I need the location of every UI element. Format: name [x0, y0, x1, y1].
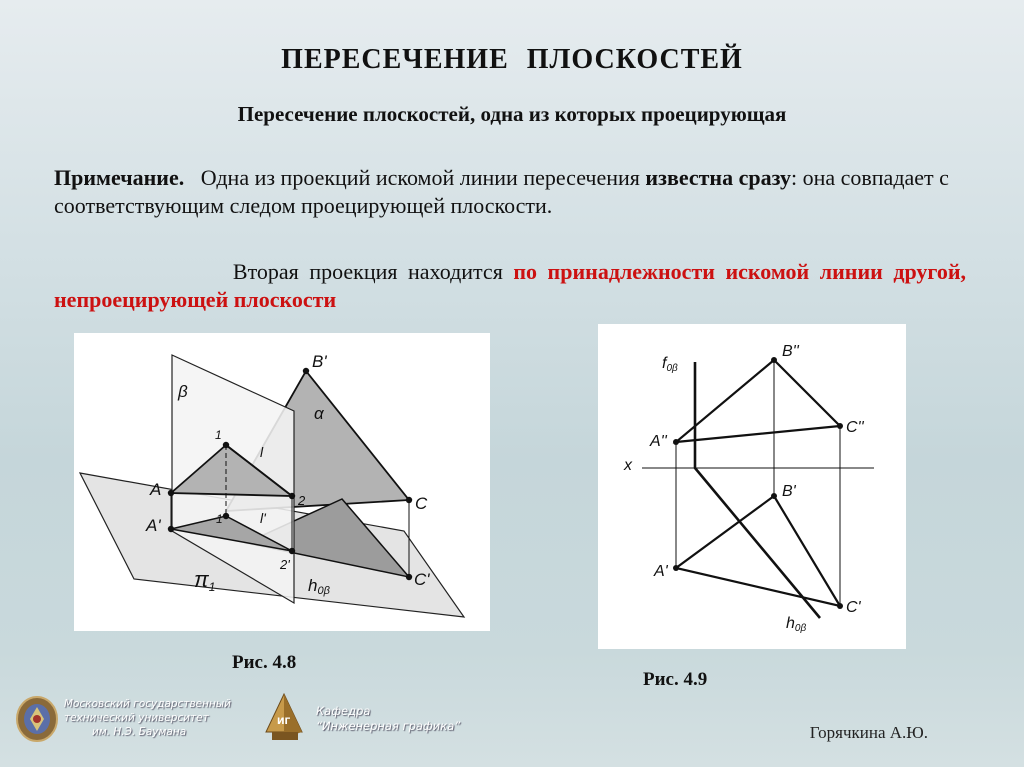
top-triangle	[676, 496, 840, 606]
label-lprime: l'	[260, 510, 266, 526]
department-name	[316, 704, 460, 734]
svg-text:ИГ: ИГ	[277, 717, 291, 727]
note-paragraph	[54, 164, 984, 220]
pyramid-logo-icon	[262, 692, 306, 744]
label-f0b	[662, 355, 678, 374]
label-A2: A''	[650, 433, 667, 450]
label-beta: β	[178, 382, 188, 401]
university-block	[14, 693, 254, 749]
label-h-sub-49: 0β	[794, 623, 807, 634]
note-text-1: Одна из проекций искомой линии пересечения	[200, 165, 640, 190]
university-line-3: им. Н.Э. Баумана	[92, 726, 187, 738]
note-bold: известна сразу	[645, 165, 791, 190]
label-1prime: 1'	[216, 512, 225, 526]
label-A: A	[150, 480, 162, 499]
label-l: l	[260, 444, 264, 460]
figure-4-9	[598, 324, 906, 649]
label-B1: B'	[312, 352, 327, 371]
label-B2: B''	[782, 343, 799, 360]
label-A1: A'	[654, 563, 668, 580]
label-h-49: h	[786, 615, 795, 632]
label-B1: B'	[782, 483, 796, 500]
department-line-2: “Инженерная графика”	[316, 719, 461, 733]
label-1: 1	[215, 428, 222, 442]
note-text-2: : она совпадает с соответствующим следом проецирующей плоскости.	[54, 165, 949, 218]
figure-4-9-drawing	[598, 324, 906, 649]
figure-4-8	[74, 333, 490, 631]
front-triangle	[676, 360, 840, 442]
label-C2: C''	[846, 419, 864, 436]
label-2: 2	[298, 493, 306, 508]
department-block	[262, 692, 502, 748]
label-x: x	[624, 457, 632, 474]
department-line-1: Кафедра	[316, 704, 371, 718]
caption-fig-4-8: Рис. 4.8	[232, 652, 297, 673]
label-C1: C'	[414, 570, 430, 589]
label-pi-sub: 1	[208, 580, 216, 594]
label-f-sub: 0β	[666, 363, 678, 374]
university-emblem-icon	[14, 695, 60, 743]
label-f: f	[662, 355, 667, 372]
university-name	[64, 697, 254, 739]
second-plain-text: Вторая проекция находится	[232, 259, 503, 284]
author-name: Горячкина А.Ю.	[809, 723, 928, 742]
label-A1: A'	[146, 516, 161, 535]
slide-title: ПЕРЕСЕЧЕНИЕ ПЛОСКОСТЕЙ	[281, 44, 743, 75]
label-h0b-49	[786, 615, 806, 634]
trace-line	[695, 362, 820, 618]
points-4-9	[673, 357, 843, 609]
caption-fig-4-9: Рис. 4.9	[643, 669, 708, 690]
label-h: h	[308, 576, 318, 595]
label-C: C	[415, 494, 428, 513]
second-projection-paragraph	[54, 258, 966, 314]
slide-subtitle: Пересечение плоскостей, одна из которых проецирующая	[237, 102, 787, 126]
second-red-text: по принадлежности искомой линии другой, непроецирующей плоскости	[54, 259, 967, 312]
label-pi: π	[194, 567, 209, 592]
figure-4-8-drawing	[74, 333, 490, 631]
label-C1: C'	[846, 599, 861, 616]
university-line-2: технический университет	[64, 712, 209, 724]
label-alpha: α	[314, 404, 324, 423]
university-line-1: Московский государственный	[64, 698, 231, 710]
label-h-sub: 0β	[317, 585, 330, 597]
label-2prime: 2'	[280, 557, 290, 572]
note-label: Примечание.	[54, 165, 185, 190]
